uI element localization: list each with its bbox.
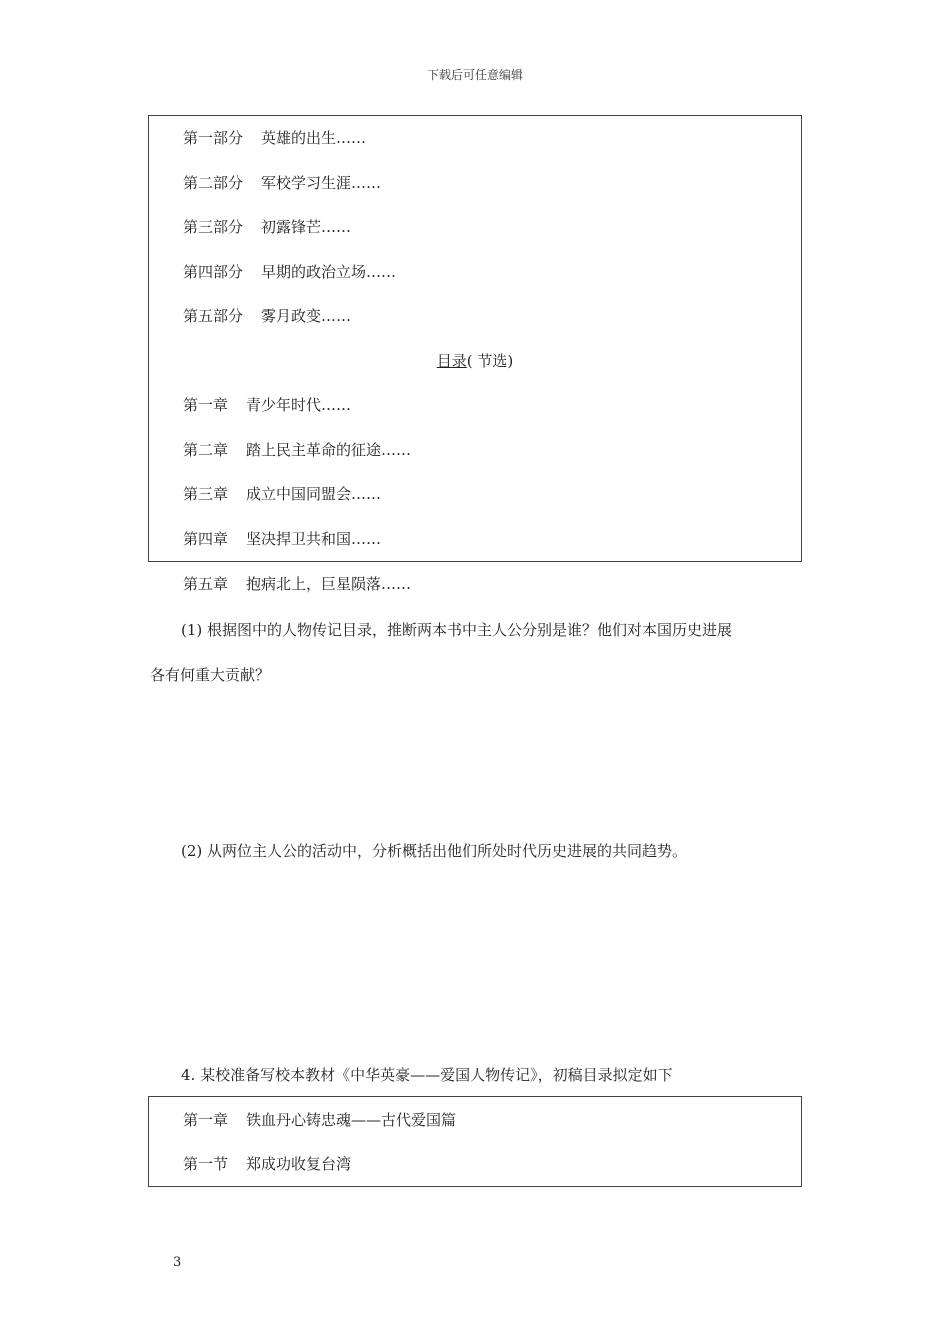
part-title: 初露锋芒…… <box>261 218 352 236</box>
part-number: 第五部分 <box>183 307 244 325</box>
part-number: 第二部分 <box>183 174 244 192</box>
toc2-chapter-1 <box>183 1110 456 1130</box>
toc-part-3 <box>183 217 351 237</box>
chapter-title: 成立中国同盟会…… <box>246 485 382 503</box>
chapter-title: 青少年时代…… <box>246 396 352 414</box>
part-number: 第四部分 <box>183 263 244 281</box>
toc-chapter-2 <box>183 440 411 460</box>
toc-heading-main: 目录 <box>436 352 467 370</box>
chapter-title: 坚决捍卫共和国…… <box>246 530 382 548</box>
question-2: (2) 从两位主人公的活动中，分析概括出他们所处时代历史进展的共同趋势。 <box>181 842 688 860</box>
part-number: 第一部分 <box>183 129 244 147</box>
toc-part-4 <box>183 262 396 282</box>
chapter-number: 第三章 <box>183 485 229 503</box>
toc-chapter-3 <box>183 484 381 504</box>
chapter-number: 第一章 <box>183 1111 229 1129</box>
part-number: 第三部分 <box>183 218 244 236</box>
chapter-title: 踏上民主革命的征途…… <box>246 441 412 459</box>
chapter-number: 第二章 <box>183 441 229 459</box>
chapter-title: 抱病北上，巨星陨落…… <box>246 575 412 593</box>
toc2-section-1 <box>183 1154 351 1174</box>
chapter-number: 第四章 <box>183 530 229 548</box>
toc-chapter-1 <box>183 395 351 415</box>
chapter-title: 铁血丹心铸忠魂——古代爱国篇 <box>246 1111 457 1129</box>
toc-part-1 <box>183 128 366 148</box>
page-header: 下载后可任意编辑 <box>426 68 523 82</box>
toc-heading <box>0 351 950 371</box>
chapter-number: 第五章 <box>183 575 229 593</box>
section-number: 第一节 <box>183 1155 229 1173</box>
part-title: 军校学习生涯…… <box>261 174 382 192</box>
section-title: 郑成功收复台湾 <box>246 1155 352 1173</box>
question-1-line-2: 各有何重大贡献？ <box>150 666 271 684</box>
part-title: 英雄的出生…… <box>261 129 367 147</box>
question-1-line-1: (1) 根据图中的人物传记目录，推断两本书中主人公分别是谁？他们对本国历史进展 <box>181 621 733 639</box>
question-4: 4. 某校准备写校本教材《中华英豪——爱国人物传记》，初稿目录拟定如下 <box>181 1066 673 1084</box>
part-title: 早期的政治立场…… <box>261 263 397 281</box>
page-number: 3 <box>173 1255 182 1270</box>
toc-heading-sub: ( 节选) <box>466 352 514 370</box>
chapter-number: 第一章 <box>183 396 229 414</box>
toc-chapter-4 <box>183 529 381 549</box>
part-title: 雾月政变…… <box>261 307 352 325</box>
toc-part-2 <box>183 173 381 193</box>
toc-part-5 <box>183 306 351 326</box>
toc-chapter-5 <box>183 574 411 594</box>
